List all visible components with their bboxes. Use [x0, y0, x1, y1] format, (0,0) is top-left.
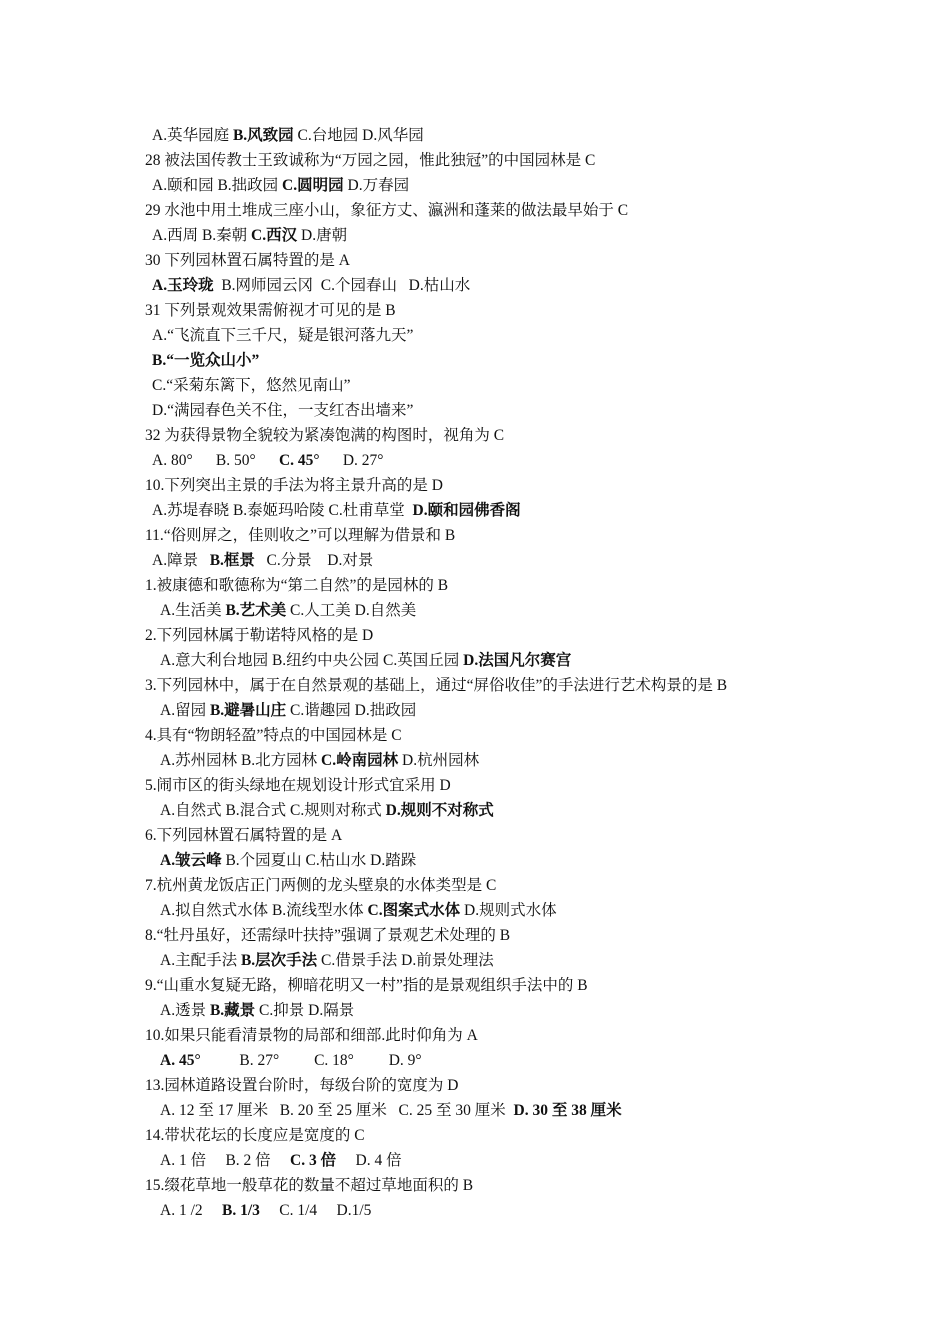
option-line: [0, 323, 950, 348]
line-text: A. 12 至 17 厘米 B. 20 至 25 厘米 C. 25 至 30 厘米: [160, 1102, 514, 1119]
question-line: [0, 723, 950, 748]
answer-text: D. 30 至 38 厘米: [513, 1102, 622, 1119]
answer-text: C.岭南园林: [321, 752, 399, 769]
question-line: [0, 873, 950, 898]
line-text: B. 27° C. 18° D. 9°: [200, 1052, 422, 1069]
line-text: 30 下列园林置石属特置的是 A: [145, 252, 350, 269]
option-line: [0, 223, 950, 248]
option-line: [0, 1198, 950, 1223]
option-line: [0, 1098, 950, 1123]
answer-text: B.避暑山庄: [209, 702, 287, 719]
option-line: [0, 173, 950, 198]
question-line: [0, 973, 950, 998]
option-line: [0, 648, 950, 673]
question-line: [0, 523, 950, 548]
line-text: C.人工美 D.自然美: [286, 602, 417, 619]
question-line: [0, 423, 950, 448]
question-line: [0, 1173, 950, 1198]
option-line: [0, 548, 950, 573]
line-text: 14.带状花坛的长度应是宽度的 C: [145, 1127, 365, 1144]
line-text: A.苏州园林 B.北方园林: [160, 752, 322, 769]
line-text: C.分景 D.对景: [254, 552, 374, 569]
question-line: [0, 1123, 950, 1148]
option-line: [0, 498, 950, 523]
line-text: A.自然式 B.混合式 C.规则对称式: [160, 802, 386, 819]
option-line: [0, 598, 950, 623]
line-text: A.意大利台地园 B.纽约中央公园 C.英国丘园: [160, 652, 464, 669]
line-text: 10.下列突出主景的手法为将主景升高的是 D: [145, 477, 443, 494]
question-line: [0, 248, 950, 273]
option-line: [0, 898, 950, 923]
answer-text: A. 45°: [160, 1052, 201, 1069]
line-text: 7.杭州黄龙饭店正门两侧的龙头壁泉的水体类型是 C: [145, 877, 497, 894]
line-text: 15.缀花草地一般草花的数量不超过草地面积的 B: [145, 1177, 474, 1194]
question-line: [0, 1023, 950, 1048]
answer-text: B.藏景: [209, 1002, 256, 1019]
answer-text: B.风致园: [232, 127, 294, 144]
line-text: 31 下列景观效果需俯视才可见的是 B: [145, 302, 396, 319]
line-text: D.规则式水体: [460, 902, 557, 919]
answer-text: C.西汉: [251, 227, 298, 244]
line-text: B.个园夏山 C.枯山水 D.踏跺: [221, 852, 417, 869]
line-text: D.万春园: [343, 177, 410, 194]
option-line: [0, 948, 950, 973]
answer-text: D.规则不对称式: [385, 802, 494, 819]
line-text: D.杭州园林: [398, 752, 480, 769]
line-text: A. 1 /2: [160, 1202, 222, 1219]
option-line: [0, 373, 950, 398]
line-text: C.“采菊东篱下，悠然见南山”: [152, 377, 351, 394]
answer-text: A.玉玲珑: [152, 277, 214, 294]
option-line: [0, 123, 950, 148]
option-line: [0, 1048, 950, 1073]
line-text: D.唐朝: [297, 227, 348, 244]
option-line: [0, 848, 950, 873]
question-line: [0, 1073, 950, 1098]
line-text: 6.下列园林置石属特置的是 A: [145, 827, 343, 844]
option-line: [0, 348, 950, 373]
option-line: [0, 273, 950, 298]
line-text: A.透景: [160, 1002, 210, 1019]
line-text: A. 80° B. 50°: [152, 452, 279, 469]
option-line: [0, 748, 950, 773]
line-text: C.抑景 D.隔景: [255, 1002, 355, 1019]
question-line: [0, 198, 950, 223]
line-text: 8.“牡丹虽好，还需绿叶扶持”强调了景观艺术处理的 B: [145, 927, 511, 944]
line-text: C. 1/4 D.1/5: [259, 1202, 372, 1219]
line-text: A.生活美: [160, 602, 226, 619]
answer-text: B.艺术美: [225, 602, 287, 619]
question-line: [0, 773, 950, 798]
question-line: [0, 673, 950, 698]
question-line: [0, 473, 950, 498]
answer-text: B. 1/3: [222, 1202, 260, 1219]
answer-text: B.“一览众山小”: [152, 352, 260, 369]
option-line: [0, 398, 950, 423]
option-line: [0, 998, 950, 1023]
line-text: A.留园: [160, 702, 210, 719]
line-text: 1.被康德和歌德称为“第二自然”的是园林的 B: [145, 577, 449, 594]
answer-text: B.层次手法: [240, 952, 318, 969]
line-text: A.英华园庭: [152, 127, 233, 144]
line-text: A.西周 B.秦朝: [152, 227, 252, 244]
answer-text: D.颐和园佛香阁: [412, 502, 521, 519]
answer-text: C. 3 倍: [290, 1152, 337, 1169]
question-line: [0, 823, 950, 848]
line-text: 4.具有“物朗轻盈”特点的中国园林是 C: [145, 727, 402, 744]
line-text: 9.“山重水复疑无路，柳暗花明又一村”指的是景观组织手法中的 B: [145, 977, 588, 994]
line-text: 29 水池中用土堆成三座小山，象征方丈、瀛洲和蓬莱的做法最早始于 C: [145, 202, 629, 219]
line-text: C.台地园 D.风华园: [293, 127, 424, 144]
line-text: D. 4 倍: [336, 1152, 402, 1169]
line-text: 32 为获得景物全貌较为紧凑饱满的构图时，视角为 C: [145, 427, 505, 444]
document-page: [0, 123, 950, 1223]
line-text: 5.闹市区的街头绿地在规划设计形式宜采用 D: [145, 777, 451, 794]
line-text: 28 被法国传教士王致诚称为“万园之园，惟此独冠”的中国园林是 C: [145, 152, 596, 169]
question-line: [0, 573, 950, 598]
answer-text: B.框景: [209, 552, 255, 569]
line-text: D.“满园春色关不住，一支红杏出墙来”: [152, 402, 414, 419]
line-text: 13.园林道路设置台阶时，每级台阶的宽度为 D: [145, 1077, 459, 1094]
answer-text: D.法国凡尔赛宫: [463, 652, 572, 669]
line-text: A.颐和园 B.拙政园: [152, 177, 283, 194]
line-text: A. 1 倍 B. 2 倍: [160, 1152, 291, 1169]
line-text: A.“飞流直下三千尺，疑是银河落九天”: [152, 327, 414, 344]
line-text: 11.“俗则屏之，佳则收之”可以理解为借景和 B: [145, 527, 456, 544]
answer-text: C. 45°: [278, 452, 320, 469]
option-line: [0, 698, 950, 723]
option-line: [0, 448, 950, 473]
line-text: 2.下列园林属于勒诺特风格的是 D: [145, 627, 374, 644]
line-text: D. 27°: [319, 452, 384, 469]
line-text: A.拟自然式水体 B.流线型水体: [160, 902, 368, 919]
line-text: 3.下列园林中，属于在自然景观的基础上，通过“屏俗收佳”的手法进行艺术构景的是 B: [145, 677, 728, 694]
answer-text: C.图案式水体: [367, 902, 461, 919]
question-line: [0, 298, 950, 323]
line-text: C.谐趣园 D.拙政园: [286, 702, 417, 719]
line-text: A.主配手法: [160, 952, 241, 969]
question-line: [0, 923, 950, 948]
answer-text: C.圆明园: [282, 177, 344, 194]
question-line: [0, 148, 950, 173]
line-text: C.借景手法 D.前景处理法: [317, 952, 494, 969]
line-text: B.网师园云冈 C.个园春山 D.枯山水: [213, 277, 471, 294]
line-text: A.障景: [152, 552, 210, 569]
option-line: [0, 798, 950, 823]
line-text: 10.如果只能看清景物的局部和细部.此时仰角为 A: [145, 1027, 478, 1044]
line-text: A.苏堤春晓 B.泰姬玛哈陵 C.杜甫草堂: [152, 502, 413, 519]
answer-text: A.皱云峰: [160, 852, 222, 869]
option-line: [0, 1148, 950, 1173]
question-line: [0, 623, 950, 648]
